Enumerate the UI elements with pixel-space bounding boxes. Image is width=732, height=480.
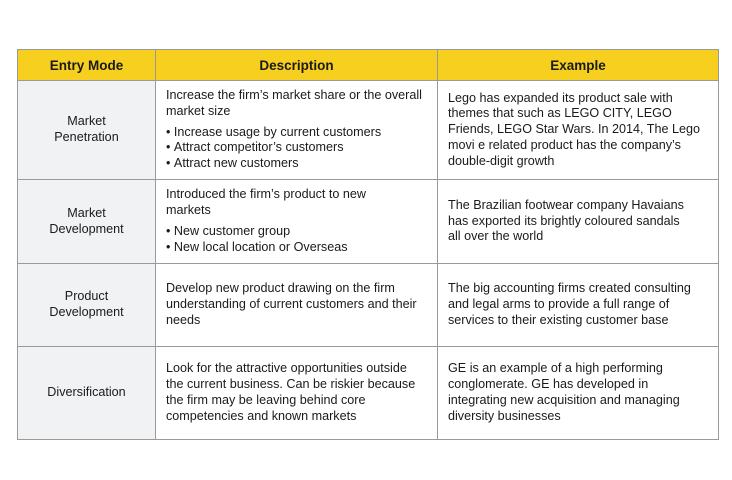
entry-mode-text: Market Penetration	[54, 114, 119, 144]
table-row	[18, 180, 719, 264]
bullet-item: • Attract new customers	[166, 156, 427, 172]
description-bullets	[166, 224, 427, 256]
header-example: Example	[438, 50, 719, 81]
table-row	[18, 81, 719, 180]
bullet-item: • New customer group	[166, 224, 427, 240]
bullet-item: • Attract competitor’s customers	[166, 140, 427, 156]
entry-mode-cell	[18, 347, 156, 440]
description-text: Look for the attractive opportunities outside the current business. Can be riskier because the firm may be leaving behind core competencies and known markets	[166, 361, 416, 423]
description-cell	[156, 81, 438, 180]
entry-mode-cell	[18, 180, 156, 264]
example-text: The Brazilian footwear company Havaians has exported its brightly coloured sandals all over the world	[448, 197, 684, 244]
header-description: Description	[156, 50, 438, 81]
header-entry-mode: Entry Mode	[18, 50, 156, 81]
entry-mode-text: Diversification	[47, 385, 126, 400]
entry-mode-table	[17, 49, 719, 440]
entry-mode-text: Market Development	[49, 205, 124, 236]
description-cell	[156, 180, 438, 264]
example-cell	[438, 264, 719, 347]
bullet-item: • New local location or Overseas	[166, 240, 427, 256]
entry-mode-cell	[18, 264, 156, 347]
description-text: Introduced the firm’s product to new markets	[166, 187, 366, 218]
example-cell	[438, 81, 719, 180]
description-cell	[156, 264, 438, 347]
table-row	[18, 264, 719, 347]
description-bullets	[166, 125, 427, 172]
header-row	[18, 50, 719, 81]
description-text: Increase the firm’s market share or the overall market size	[166, 88, 422, 118]
entry-mode-text: Product Development	[49, 289, 124, 319]
example-text: GE is an example of a high performing conglomerate. GE has developed in integrating new acquisition and managing diversity businesses	[448, 361, 680, 423]
example-cell	[438, 180, 719, 264]
description-text: Develop new product drawing on the firm understanding of current customers and their needs	[166, 281, 417, 327]
description-cell	[156, 347, 438, 440]
entry-mode-cell	[18, 81, 156, 180]
example-text: The big accounting firms created consulting and legal arms to provide a full range of services to their existing customer base	[448, 281, 691, 327]
example-text: Lego has expanded its product sale with themes that such as LEGO CITY, LEGO Friends, LEGO Star Wars. In 2014, The Lego movi e related product has the company’s double-digit growth	[448, 90, 700, 168]
bullet-item: • Increase usage by current customers	[166, 125, 427, 141]
table-row	[18, 347, 719, 440]
example-cell	[438, 347, 719, 440]
